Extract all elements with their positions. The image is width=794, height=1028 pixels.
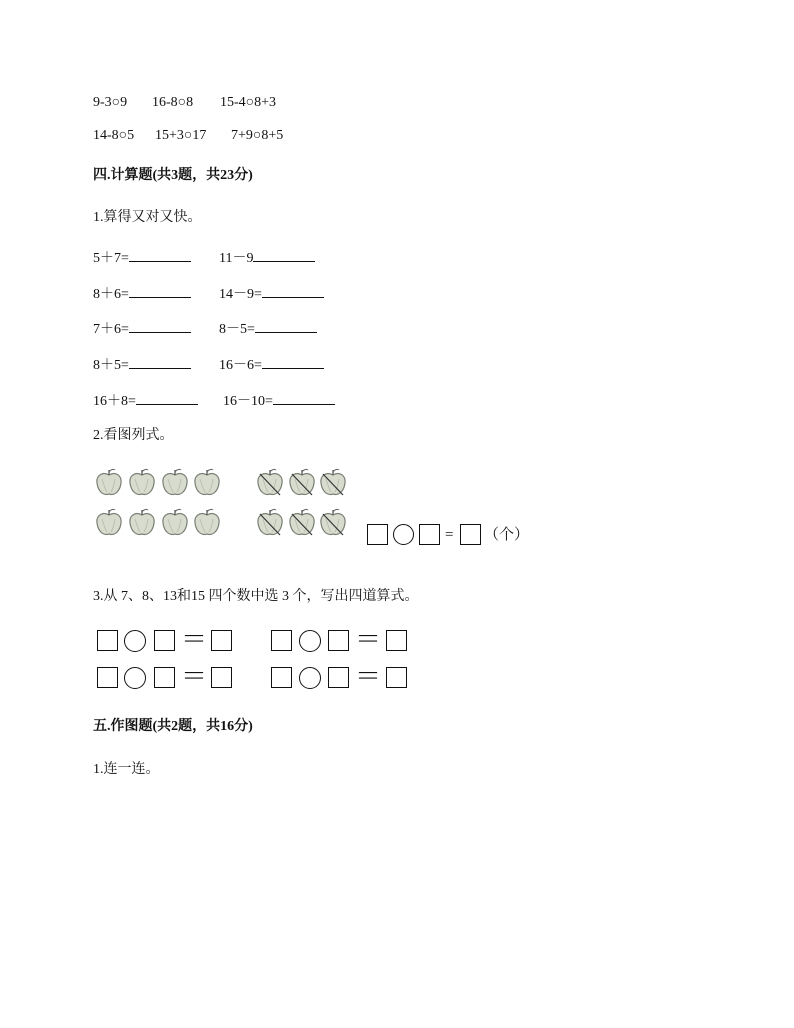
crossed-apple-icon	[258, 509, 282, 535]
calc-item: 16－6=	[219, 355, 324, 375]
operator-circle[interactable]	[124, 630, 146, 652]
apple-icon	[97, 469, 121, 494]
answer-blank[interactable]	[129, 284, 191, 298]
compare-item: 7+9○8+5	[231, 128, 284, 143]
answer-box[interactable]	[328, 667, 349, 688]
equals-sign: =	[445, 527, 454, 543]
calc-item: 16＋8=	[93, 391, 198, 411]
equals-sign: ＝	[181, 625, 208, 655]
answer-blank[interactable]	[129, 248, 191, 262]
answer-blank[interactable]	[262, 284, 324, 298]
equals-sign: ＝	[355, 662, 382, 692]
question-5-1-title: 1.连一连。	[93, 762, 160, 777]
calc-item: 8＋6=	[93, 284, 191, 304]
calc-item: 7＋6=	[93, 319, 191, 339]
answer-blank[interactable]	[273, 391, 335, 405]
apple-icon	[130, 509, 154, 534]
calc-item: 8＋5=	[93, 355, 191, 375]
answer-blank[interactable]	[253, 248, 315, 262]
answer-box[interactable]	[97, 630, 118, 651]
answer-box[interactable]	[328, 630, 349, 651]
answer-box[interactable]	[154, 667, 175, 688]
operator-circle[interactable]	[393, 524, 414, 545]
compare-item: 15-4○8+3	[220, 95, 277, 110]
compare-item: 16-8○8	[152, 95, 194, 110]
answer-blank[interactable]	[255, 319, 317, 333]
answer-box[interactable]	[386, 630, 407, 651]
answer-box[interactable]	[271, 667, 292, 688]
compare-item: 9-3○9	[93, 95, 128, 110]
operator-circle[interactable]	[299, 630, 321, 652]
crossed-apple-icon	[290, 469, 314, 495]
crossed-apple-icon	[258, 469, 282, 495]
answer-box[interactable]	[211, 667, 232, 688]
answer-blank[interactable]	[129, 319, 191, 333]
crossed-apple-icon	[321, 509, 345, 535]
crossed-apple-icon	[290, 509, 314, 535]
answer-box[interactable]	[386, 667, 407, 688]
answer-box[interactable]	[211, 630, 232, 651]
calc-item: 11－9	[219, 248, 315, 268]
compare-item: 14-8○5	[93, 128, 135, 143]
answer-box[interactable]	[367, 524, 388, 545]
apple-icon	[195, 509, 219, 534]
calc-item: 8－5=	[219, 319, 317, 339]
answer-blank[interactable]	[129, 355, 191, 369]
question-1-title: 1.算得又对又快。	[93, 210, 202, 225]
equals-sign: ＝	[181, 662, 208, 692]
section-heading-5: 五.作图题(共2题，共16分)	[93, 719, 253, 734]
apple-icon	[97, 509, 121, 534]
question-3-title: 3.从 7、8、13和15 四个数中选 3 个，写出四道算式。	[93, 589, 419, 604]
calc-item: 14－9=	[219, 284, 324, 304]
calc-item: 5＋7=	[93, 248, 191, 268]
equals-sign: ＝	[355, 625, 382, 655]
answer-blank[interactable]	[262, 355, 324, 369]
answer-blank[interactable]	[136, 391, 198, 405]
unit-label: （个）	[484, 527, 530, 543]
answer-box[interactable]	[154, 630, 175, 651]
crossed-apple-icon	[321, 469, 345, 495]
compare-item: 15+3○17	[155, 128, 207, 143]
answer-box[interactable]	[419, 524, 440, 545]
answer-box[interactable]	[460, 524, 481, 545]
apple-icon	[130, 469, 154, 494]
apple-icon	[163, 469, 187, 494]
apple-icon	[163, 509, 187, 534]
question-2-title: 2.看图列式。	[93, 428, 174, 443]
operator-circle[interactable]	[124, 667, 146, 689]
answer-box[interactable]	[271, 630, 292, 651]
apple-icon	[195, 469, 219, 494]
calc-item: 16－10=	[223, 391, 335, 411]
answer-box[interactable]	[97, 667, 118, 688]
operator-circle[interactable]	[299, 667, 321, 689]
apple-picture	[92, 464, 362, 544]
section-heading-4: 四.计算题(共3题，共23分)	[93, 168, 253, 183]
